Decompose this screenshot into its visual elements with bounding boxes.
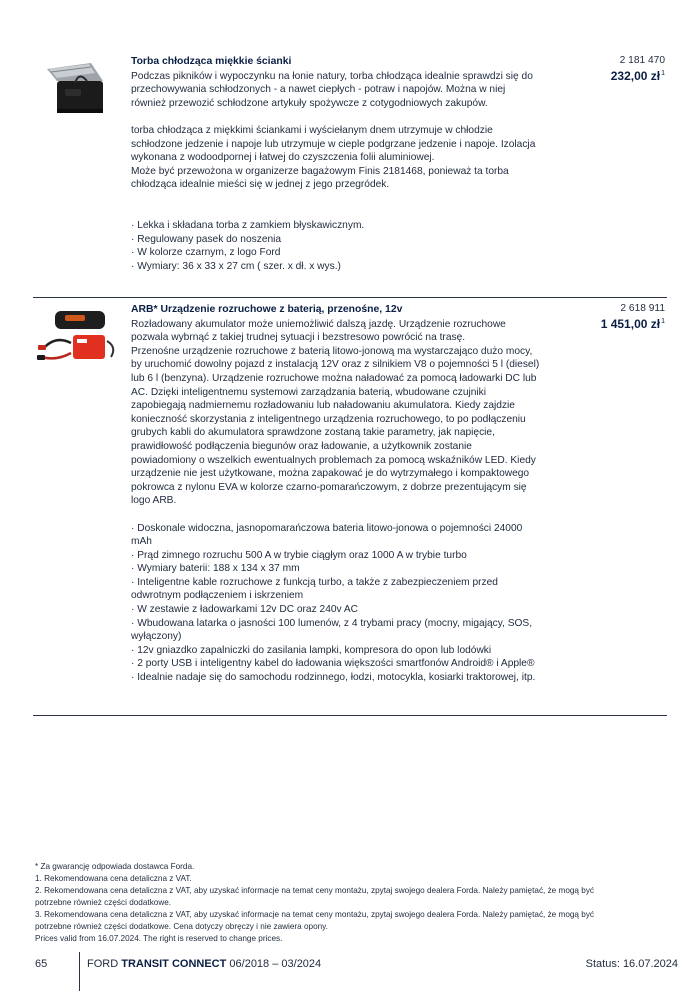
feature-item: · W kolorze czarnym, z logo Ford: [131, 247, 281, 259]
intro-line: grubych kabli do akumulatora sprawdzone zostaną takie parametry, jak napięcie,: [131, 427, 495, 439]
part-number: 2 181 470: [619, 55, 665, 66]
footer-model-name: TRANSIT CONNECT: [121, 958, 227, 970]
intro-line: prawidłowość podłączenia biegunów oraz ładowanie, a użytkownik zostanie: [131, 440, 472, 452]
feature-item: mAh: [131, 536, 152, 548]
footer-divider: [79, 952, 80, 991]
intro-line: by uruchomić dowolny pojazd z instalacją 12V oraz z silnikiem V8 o pojemności 5 l (diesel): [131, 359, 540, 371]
intro-line: Przenośne urządzenie rozruchowe z baterią litowo-jonową ma wystarczająco dużo mocy,: [131, 345, 533, 357]
intro-line: AC. Dzięki inteligentnemu systemowi zarządzania baterią, wbudowane czujniki: [131, 386, 487, 398]
divider: [33, 297, 667, 298]
intro-line: Podczas pikników i wypoczynku na łonie natury, torba chłodząca idealnie sprawdzi się do: [131, 70, 533, 82]
intro-line: lub 6 l (benzyna). Urządzenie rozruchowe można naładować za pomocą ładowarki DC lub: [131, 372, 537, 384]
feature-item: · Wbudowana latarka o jasności 100 lumenów, z 4 trybami pracy (mocny, migający, SOS,: [131, 617, 533, 629]
intro-line: Rozładowany akumulator może uniemożliwić dalszą jazdę. Urządzenie rozruchowe: [131, 318, 506, 330]
cooler-bag-image: [35, 57, 121, 121]
intro-line: przechowywania schłodzonych - a nawet ciepłych - potraw i napojów. Można w niej: [131, 84, 506, 96]
feature-item: · Idealnie nadaje się do samochodu rodzinnego, łodzi, motocykla, kosiarki traktorowej, itp.: [131, 672, 536, 684]
footnote-line: 1. Rekomendowana cena detaliczna z VAT.: [35, 874, 192, 883]
product-body: [131, 303, 563, 685]
feature-item: · 2 porty USB i inteligentny kabel do ładowania większości smartfonów Android® i Apple®: [131, 658, 535, 670]
footnote-line: Prices valid from 16.07.2024. The right is reserved to change prices.: [35, 934, 283, 943]
product-title: ARB* Urządzenie rozruchowe z baterią, przenośne, 12v: [131, 304, 403, 315]
intro-line: konieczność skorzystania z inteligentnego urządzenia rozruchowego, to po podłączeniu: [131, 413, 526, 425]
footnote-line: potrzebne również części dodatkowe.: [35, 898, 172, 907]
footer-status: Status: 16.07.2024: [585, 958, 678, 970]
feature-item: odwrotnym podłączeniem i iskrzeniem: [131, 590, 304, 602]
price-value: 232,00 zł: [610, 69, 661, 83]
feature-item: · 12v gniazdko zapalniczki do zasilania lampki, kompresora do opon lub lodówki: [131, 644, 492, 656]
price-footnote: 1: [661, 318, 665, 325]
feature-item: · Wymiary: 36 x 33 x 27 cm ( szer. x dł. x wys.): [131, 260, 341, 272]
footnotes: [35, 861, 675, 945]
page-footer: [0, 952, 700, 991]
intro-line: zapobiegają nadmiernemu rozładowaniu lub naładowaniu akumulatora. Kiedy zajdzie: [131, 400, 515, 412]
feature-item: · Regulowany pasek do noszenia: [131, 233, 282, 245]
footnote-line: potrzebne również części dodatkowe. Cena dotyczy obręczy i nie zawiera opony.: [35, 922, 328, 931]
feature-item: · Prąd zimnego rozruchu 500 A w trybie ciągłym oraz 1000 A w trybie turbo: [131, 549, 467, 561]
intro-line: logo ARB.: [131, 495, 177, 507]
description-line: Może być przewożona w organizerze bagażowym Finis 2181468, ponieważ ta torba: [131, 165, 509, 177]
price: [601, 317, 665, 331]
intro-line: pokrowca z nylonu EVA w kolorze czarno-pomarańczowym, z dobrze prezentującym się: [131, 481, 527, 493]
description-line: chłodząca idealnie mieści się w jednej z jego przegródek.: [131, 179, 390, 191]
page-number: 65: [35, 958, 48, 970]
product-title: Torba chłodząca miękkie ścianki: [131, 56, 292, 67]
price-value: 1 451,00 zł: [600, 317, 661, 331]
intro-line: powiadomiony o wszelkich ewentualnych problemach za pomocą wskaźników LED. Kiedy: [131, 454, 536, 466]
feature-item: · Inteligentne kable rozruchowe z funkcją turbo, a także z zabezpieczeniem przed: [131, 576, 498, 588]
price: [611, 69, 665, 83]
part-number: 2 618 911: [620, 303, 665, 314]
feature-item: · Lekka i składana torba z zamkiem błyskawicznym.: [131, 220, 365, 232]
product-body: [131, 55, 563, 274]
intro-line: również przewozić schłodzone artykuły spożywcze z cotygodniowych zakupów.: [131, 97, 488, 109]
intro-line: urządzenie nie jest użytkowane, można zapakować je do wytrzymałego i kompaktowego: [131, 468, 530, 480]
footnote-line: 3. Rekomendowana cena detaliczna z VAT, aby uzyskać informacje na temat ceny montażu, zpytaj swojego dealera Forda. Należy pamiętać, że mogą być: [35, 910, 595, 919]
footnote-line: * Za gwarancję odpowiada dostawca Forda.: [35, 862, 195, 871]
description-line: schłodzone jedzenie i napoje lub utrzymuje w cieple podgrzane jedzenie i napoje. Izolacja: [131, 138, 536, 150]
description-line: torba chłodząca z miękkimi ściankami i wyściełanym dnem utrzymuje w chłodzie: [131, 124, 493, 136]
price-footnote: 1: [661, 70, 665, 77]
jump-starter-image: [35, 305, 121, 369]
footnote-line: 2. Rekomendowana cena detaliczna z VAT, aby uzyskać informacje na temat ceny montażu, zpytaj swojego dealera Forda. Należy pamiętać, że mogą być: [35, 886, 595, 895]
footer-model: [87, 958, 321, 970]
description-line: wykonana z wodoodpornej i łatwej do czyszczenia folii aluminiowej.: [131, 152, 435, 164]
feature-item: · Wymiary baterii: 188 x 134 x 37 mm: [131, 563, 300, 575]
intro-line: pozwala wybrnąć z takiej trudnej sytuacji i bezstresowo powrócić na trasę.: [131, 332, 466, 344]
feature-item: wyłączony): [131, 631, 182, 643]
divider: [33, 715, 667, 716]
feature-item: · W zestawie z ładowarkami 12v DC oraz 240v AC: [131, 604, 359, 616]
footer-years: 06/2018 – 03/2024: [229, 958, 322, 970]
feature-item: · Doskonale widoczna, jasnopomarańczowa bateria litowo-jonowa o pojemności 24000: [131, 522, 523, 534]
footer-brand: FORD: [87, 958, 119, 970]
